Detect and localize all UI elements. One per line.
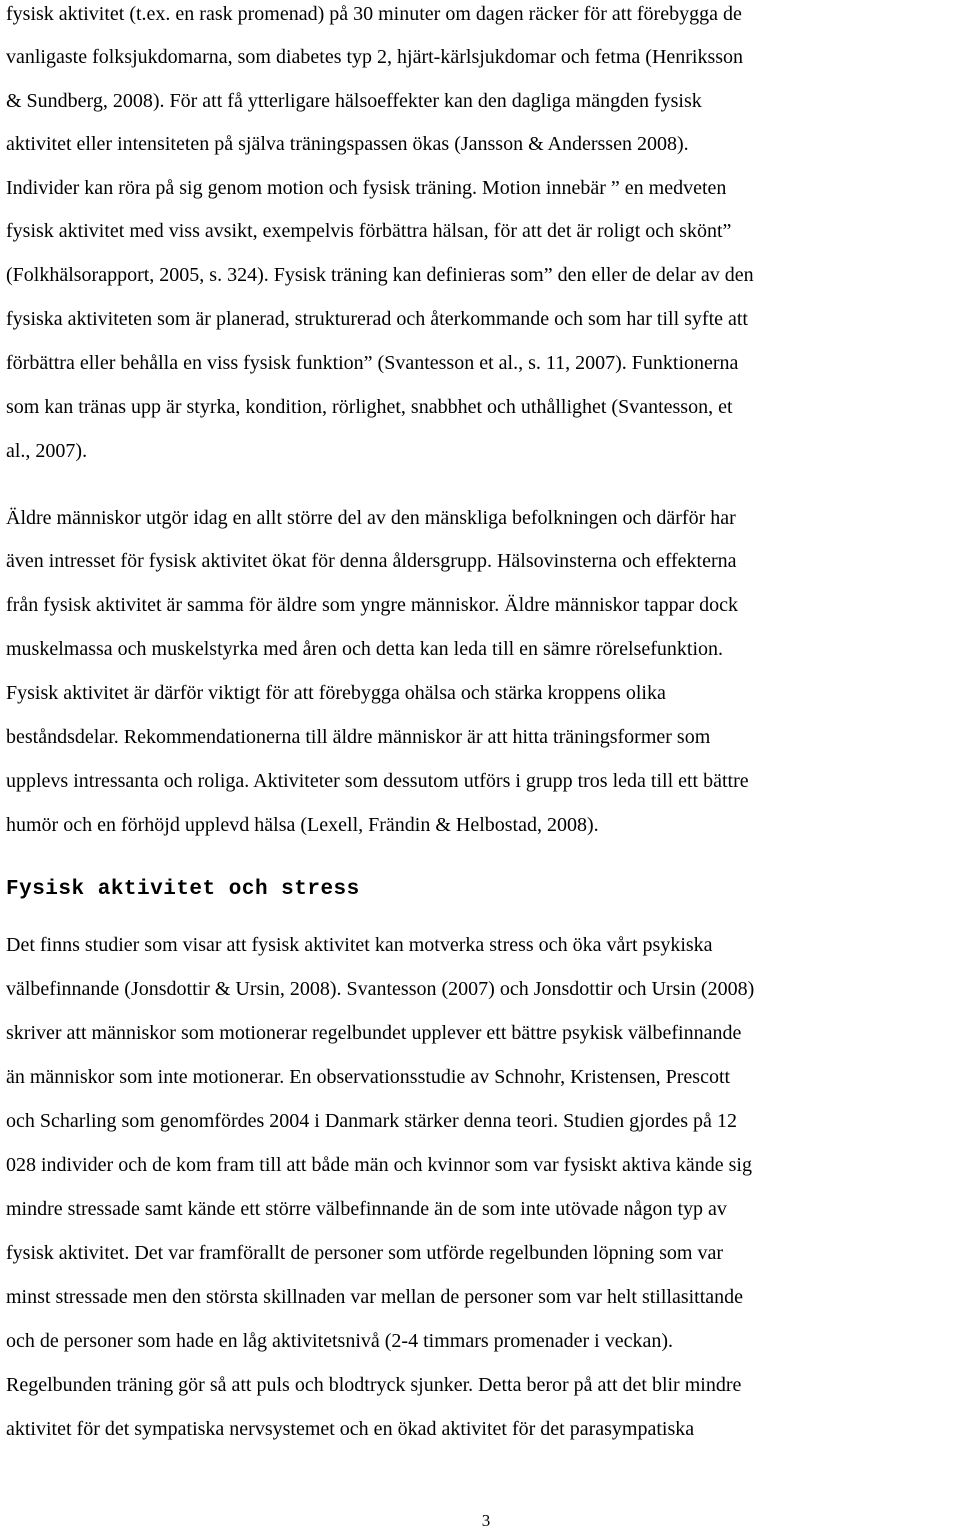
section-heading: Fysisk aktivitet och stress [6,878,360,901]
text-line: än människor som inte motionerar. En observationsstudie av Schnohr, Kristensen, Prescott [6,1066,731,1088]
text-line: muskelmassa och muskelstyrka med åren och detta kan leda till en sämre rörelsefunktion. [6,638,724,660]
page-number: 3 [481,1511,491,1530]
text-line: al., 2007). [6,440,88,462]
text-line: aktivitet för det sympatiska nervsystemet och en ökad aktivitet för det parasympatiska [6,1418,695,1440]
text-line: Det finns studier som visar att fysisk aktivitet kan motverka stress och öka vårt psykiska [6,934,713,956]
text-line: & Sundberg, 2008). För att få ytterligare hälsoeffekter kan den dagliga mängden fysisk [6,90,702,112]
text-line: fysiska aktiviteten som är planerad, strukturerad och återkommande och som har till syfte att [6,308,748,330]
text-line: även intresset för fysisk aktivitet ökat för denna åldersgrupp. Hälsovinsterna och effekterna [6,550,737,572]
text-line: minst stressade men den största skillnaden var mellan de personer som var helt stillasittande [6,1286,744,1308]
text-line: beståndsdelar. Rekommendationerna till äldre människor är att hitta träningsformer som [6,726,711,748]
text-line: förbättra eller behålla en viss fysisk funktion” (Svantesson et al., s. 11, 2007). Funktionerna [6,352,739,374]
text-line: mindre stressade samt kände ett större välbefinnande än de som inte utövade någon typ av [6,1198,727,1220]
text-line: upplevs intressanta och roliga. Aktiviteter som dessutom utförs i grupp tros leda till ett bättre [6,770,749,792]
text-line: (Folkhälsorapport, 2005, s. 324). Fysisk träning kan definieras som” den eller de delar av den [6,264,754,286]
text-line: fysisk aktivitet. Det var framförallt de personer som utförde regelbunden löpning som var [6,1242,724,1264]
text-line: humör och en förhöjd upplevd hälsa (Lexell, Frändin & Helbostad, 2008). [6,814,599,836]
text-line: och Scharling som genomfördes 2004 i Danmark stärker denna teori. Studien gjordes på 12 [6,1110,737,1132]
text-line: fysisk aktivitet med viss avsikt, exempelvis förbättra hälsan, för att det är roligt och skönt” [6,220,732,242]
text-line: och de personer som hade en låg aktivitetsnivå (2-4 timmars promenader i veckan). [6,1330,673,1352]
text-line: 028 individer och de kom fram till att både män och kvinnor som var fysiskt aktiva kände sig [6,1154,752,1176]
text-line: vanligaste folksjukdomarna, som diabetes typ 2, hjärt-kärlsjukdomar och fetma (Henriksson [6,46,744,68]
text-line: skriver att människor som motionerar regelbundet upplever ett bättre psykisk välbefinnande [6,1022,742,1044]
text-line: fysisk aktivitet (t.ex. en rask promenad) på 30 minuter om dagen räcker för att förebygga de [6,3,742,25]
text-line: aktivitet eller intensiteten på själva träningspassen ökas (Jansson & Anderssen 2008). [6,133,689,155]
text-line: Äldre människor utgör idag en allt större del av den mänskliga befolkningen och därför har [6,507,736,529]
text-line: välbefinnande (Jonsdottir & Ursin, 2008). Svantesson (2007) och Jonsdottir och Ursin (2008) [6,978,755,1000]
text-line: från fysisk aktivitet är samma för äldre som yngre människor. Äldre människor tappar dock [6,594,739,616]
text-line: Fysisk aktivitet är därför viktigt för att förebygga ohälsa och stärka kroppens olika [6,682,666,704]
text-line: som kan tränas upp är styrka, kondition, rörlighet, snabbhet och uthållighet (Svantesson, et [6,396,733,418]
text-line: Individer kan röra på sig genom motion och fysisk träning. Motion innebär ” en medveten [6,177,727,199]
text-line: Regelbunden träning gör så att puls och blodtryck sjunker. Detta beror på att det blir mindre [6,1374,742,1396]
